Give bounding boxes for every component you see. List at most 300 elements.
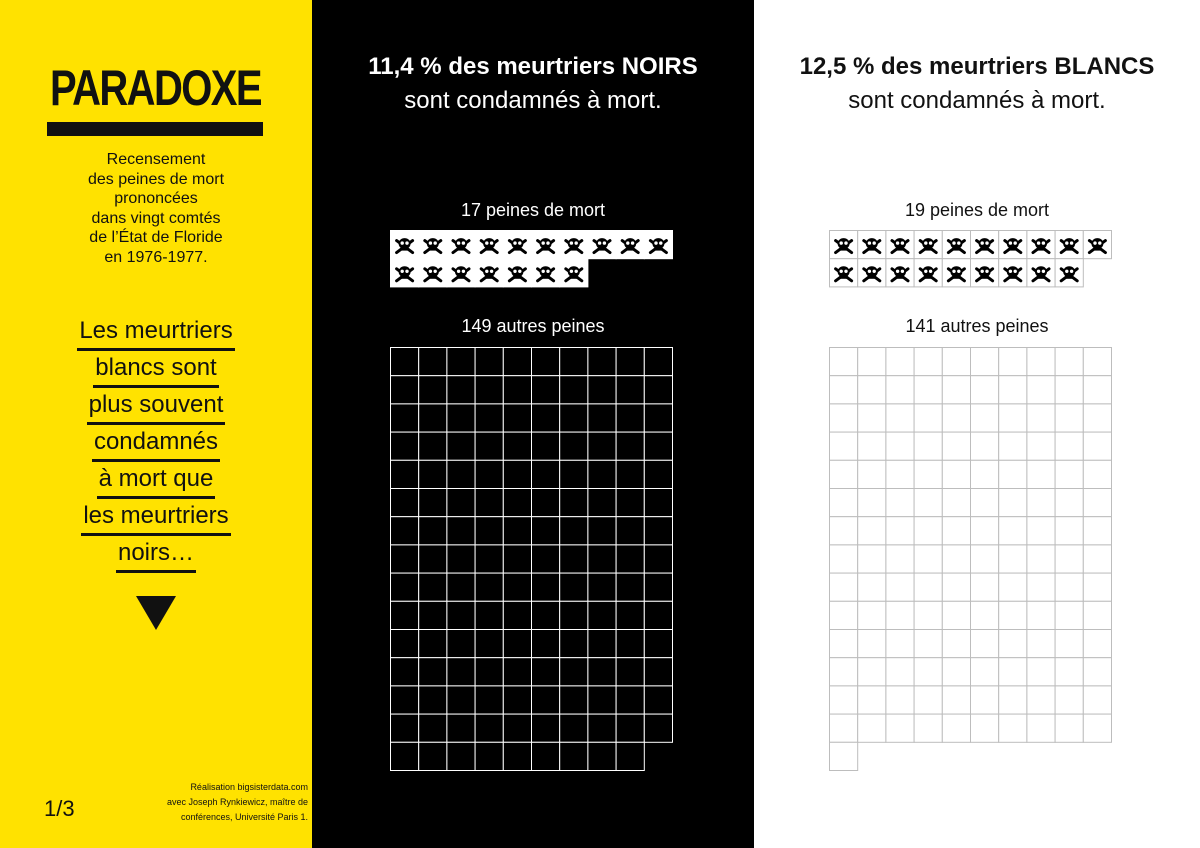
other-sentence-cell xyxy=(999,630,1027,658)
other-sentence-cell xyxy=(1027,489,1055,517)
other-sentence-cell xyxy=(830,601,858,629)
other-sentence-cell xyxy=(503,348,531,376)
other-sentence-cell xyxy=(942,601,970,629)
other-sentence-cell xyxy=(942,517,970,545)
other-sentence-cell xyxy=(942,376,970,404)
other-sentence-cell xyxy=(616,601,644,629)
other-sentence-cell xyxy=(971,545,999,573)
other-sentence-cell xyxy=(942,348,970,376)
other-sentence-cell xyxy=(830,404,858,432)
other-sentence-cell xyxy=(503,714,531,742)
other-sentence-cell xyxy=(475,686,503,714)
black-other-waffle xyxy=(390,347,675,777)
other-sentence-cell xyxy=(532,460,560,488)
other-sentence-cell xyxy=(532,432,560,460)
other-sentence-cell xyxy=(644,517,672,545)
other-sentence-cell xyxy=(971,517,999,545)
other-sentence-cell xyxy=(532,545,560,573)
other-sentence-cell xyxy=(886,573,914,601)
other-sentence-cell xyxy=(560,517,588,545)
other-sentence-cell xyxy=(532,742,560,770)
other-sentence-cell xyxy=(588,742,616,770)
other-sentence-cell xyxy=(999,601,1027,629)
other-sentence-cell xyxy=(644,601,672,629)
other-sentence-cell xyxy=(1027,714,1055,742)
other-sentence-cell xyxy=(999,348,1027,376)
other-sentence-cell xyxy=(419,658,447,686)
other-sentence-cell xyxy=(1055,517,1083,545)
subtitle-line: des peines de mort xyxy=(87,170,225,188)
other-sentence-cell xyxy=(886,376,914,404)
subtitle-line: Recensement xyxy=(106,151,206,168)
claim-text xyxy=(0,312,312,571)
other-sentence-cell xyxy=(391,517,419,545)
other-sentence-cell xyxy=(914,545,942,573)
other-sentence-cell xyxy=(644,658,672,686)
other-sentence-cell xyxy=(1055,489,1083,517)
other-sentence-cell xyxy=(419,348,447,376)
other-sentence-cell xyxy=(942,658,970,686)
credit-line: avec Joseph Rynkiewicz, maître de xyxy=(166,797,308,807)
other-sentence-cell xyxy=(1055,376,1083,404)
other-sentence-cell xyxy=(1055,432,1083,460)
other-sentence-cell xyxy=(1055,460,1083,488)
down-triangle-icon xyxy=(136,596,176,630)
other-sentence-cell xyxy=(560,489,588,517)
other-sentence-cell xyxy=(588,630,616,658)
other-sentence-cell xyxy=(942,714,970,742)
other-sentence-cell xyxy=(1083,460,1111,488)
other-sentence-cell xyxy=(391,376,419,404)
other-sentence-cell xyxy=(447,686,475,714)
other-sentence-cell xyxy=(532,489,560,517)
other-sentence-cell xyxy=(503,460,531,488)
other-sentence-cell xyxy=(1083,686,1111,714)
other-sentence-cell xyxy=(419,573,447,601)
other-sentence-cell xyxy=(914,573,942,601)
other-sentence-cell xyxy=(391,742,419,770)
other-sentence-cell xyxy=(999,404,1027,432)
other-sentence-cell xyxy=(475,630,503,658)
other-sentence-cell xyxy=(503,545,531,573)
other-sentence-cell xyxy=(914,348,942,376)
other-sentence-cell xyxy=(914,601,942,629)
other-sentence-cell xyxy=(503,630,531,658)
other-sentence-cell xyxy=(830,686,858,714)
other-sentence-cell xyxy=(475,517,503,545)
other-sentence-cell xyxy=(616,489,644,517)
other-sentence-cell xyxy=(914,404,942,432)
other-sentence-cell xyxy=(503,404,531,432)
other-sentence-cell xyxy=(971,489,999,517)
other-sentence-cell xyxy=(419,376,447,404)
other-sentence-cell xyxy=(419,714,447,742)
subtitle-line: prononcées xyxy=(114,190,198,207)
other-sentence-cell xyxy=(616,630,644,658)
black-other-label: 149 autres peines xyxy=(461,316,605,336)
other-sentence-cell xyxy=(616,686,644,714)
page-number: 1/3 xyxy=(44,796,75,821)
page-title: PARADOXE xyxy=(50,60,261,116)
other-sentence-cell xyxy=(616,460,644,488)
other-sentence-cell xyxy=(644,432,672,460)
other-sentence-cell xyxy=(419,404,447,432)
other-sentence-cell xyxy=(588,714,616,742)
other-sentence-cell xyxy=(1083,573,1111,601)
other-sentence-cell xyxy=(419,601,447,629)
other-sentence-cell xyxy=(391,348,419,376)
other-sentence-cell xyxy=(391,714,419,742)
other-sentence-cell xyxy=(971,432,999,460)
other-sentence-cell xyxy=(391,686,419,714)
other-sentence-cell xyxy=(391,404,419,432)
other-sentence-cell xyxy=(532,348,560,376)
other-sentence-cell xyxy=(971,460,999,488)
other-sentence-cell xyxy=(475,714,503,742)
other-sentence-cell xyxy=(1027,545,1055,573)
other-sentence-cell xyxy=(560,742,588,770)
other-sentence-cell xyxy=(886,404,914,432)
other-sentence-cell xyxy=(644,489,672,517)
other-sentence-cell xyxy=(914,517,942,545)
other-sentence-cell xyxy=(858,460,886,488)
other-sentence-cell xyxy=(999,545,1027,573)
other-sentence-cell xyxy=(475,601,503,629)
other-sentence-cell xyxy=(971,630,999,658)
other-sentence-cell xyxy=(475,376,503,404)
other-sentence-cell xyxy=(616,742,644,770)
other-sentence-cell xyxy=(858,489,886,517)
other-sentence-cell xyxy=(999,573,1027,601)
other-sentence-cell xyxy=(942,573,970,601)
other-sentence-cell xyxy=(1083,432,1111,460)
other-sentence-cell xyxy=(999,686,1027,714)
black-headline-strong: 11,4 % des meurtriers NOIRS xyxy=(368,53,698,80)
other-sentence-cell xyxy=(475,489,503,517)
other-sentence-cell xyxy=(886,432,914,460)
other-sentence-cell xyxy=(858,432,886,460)
white-murderers-panel xyxy=(754,0,1200,848)
other-sentence-cell xyxy=(391,601,419,629)
other-sentence-cell xyxy=(447,432,475,460)
white-death-label: 19 peines de mort xyxy=(904,200,1050,220)
other-sentence-cell xyxy=(1055,545,1083,573)
other-sentence-cell xyxy=(971,714,999,742)
other-sentence-cell xyxy=(858,630,886,658)
other-sentence-cell xyxy=(1083,404,1111,432)
other-sentence-cell xyxy=(1027,432,1055,460)
white-other-waffle xyxy=(829,347,1114,777)
other-sentence-cell xyxy=(447,517,475,545)
other-sentence-cell xyxy=(830,545,858,573)
other-sentence-cell xyxy=(914,489,942,517)
other-sentence-cell xyxy=(644,376,672,404)
other-sentence-cell xyxy=(616,517,644,545)
other-sentence-cell xyxy=(419,742,447,770)
other-sentence-cell xyxy=(999,460,1027,488)
claim-line: blancs sont xyxy=(93,354,218,388)
other-sentence-cell xyxy=(391,489,419,517)
other-sentence-cell xyxy=(475,348,503,376)
other-sentence-cell xyxy=(475,460,503,488)
other-sentence-cell xyxy=(886,601,914,629)
other-sentence-cell xyxy=(830,348,858,376)
other-sentence-cell xyxy=(1055,573,1083,601)
other-sentence-cell xyxy=(475,742,503,770)
other-sentence-cell xyxy=(1083,545,1111,573)
other-sentence-cell xyxy=(560,573,588,601)
other-sentence-cell xyxy=(886,714,914,742)
other-sentence-cell xyxy=(886,686,914,714)
other-sentence-cell xyxy=(971,601,999,629)
other-sentence-cell xyxy=(588,686,616,714)
sidebar-panel xyxy=(0,0,312,848)
other-sentence-cell xyxy=(858,376,886,404)
other-sentence-cell xyxy=(447,658,475,686)
other-sentence-cell xyxy=(616,658,644,686)
claim-line: les meurtriers xyxy=(81,502,230,536)
claim-line: plus souvent xyxy=(87,391,226,425)
other-sentence-cell xyxy=(588,432,616,460)
other-sentence-cell xyxy=(942,686,970,714)
other-sentence-cell xyxy=(447,573,475,601)
other-sentence-cell xyxy=(560,658,588,686)
other-sentence-cell xyxy=(858,658,886,686)
black-death-label: 17 peines de mort xyxy=(460,200,606,220)
other-sentence-cell xyxy=(447,601,475,629)
other-sentence-cell xyxy=(971,573,999,601)
subtitle-line: de l’État de Floride xyxy=(89,229,223,246)
other-sentence-cell xyxy=(1027,658,1055,686)
black-headline xyxy=(312,50,754,118)
other-sentence-cell xyxy=(532,630,560,658)
other-sentence-cell xyxy=(644,714,672,742)
other-sentence-cell xyxy=(560,545,588,573)
black-headline-normal: sont condamnés à mort. xyxy=(404,87,662,114)
other-sentence-cell xyxy=(1055,630,1083,658)
other-sentence-cell xyxy=(588,517,616,545)
other-sentence-cell xyxy=(588,376,616,404)
other-sentence-cell xyxy=(503,601,531,629)
other-sentence-cell xyxy=(830,489,858,517)
other-sentence-cell xyxy=(532,658,560,686)
other-sentence-cell xyxy=(391,630,419,658)
other-sentence-cell xyxy=(532,686,560,714)
other-sentence-cell xyxy=(419,460,447,488)
other-sentence-cell xyxy=(971,348,999,376)
other-sentence-cell xyxy=(447,460,475,488)
white-headline xyxy=(754,50,1200,118)
other-sentence-cell xyxy=(588,460,616,488)
other-sentence-cell xyxy=(1083,630,1111,658)
other-sentence-cell xyxy=(1083,517,1111,545)
other-sentence-cell xyxy=(1083,601,1111,629)
other-sentence-cell xyxy=(858,686,886,714)
other-sentence-cell xyxy=(588,404,616,432)
other-sentence-cell xyxy=(588,489,616,517)
title-underline-bar xyxy=(47,122,263,136)
other-sentence-cell xyxy=(475,432,503,460)
white-other-label: 141 autres peines xyxy=(905,316,1049,336)
other-sentence-cell xyxy=(532,714,560,742)
other-sentence-cell xyxy=(830,432,858,460)
other-sentence-cell xyxy=(1027,348,1055,376)
other-sentence-cell xyxy=(886,489,914,517)
other-sentence-cell xyxy=(886,460,914,488)
credit-line: conférences, Université Paris 1. xyxy=(180,812,308,822)
other-sentence-cell xyxy=(914,686,942,714)
other-sentence-cell xyxy=(419,432,447,460)
other-sentence-cell xyxy=(391,460,419,488)
other-sentence-cell xyxy=(644,460,672,488)
other-sentence-cell xyxy=(1083,658,1111,686)
other-sentence-cell xyxy=(644,545,672,573)
other-sentence-cell xyxy=(616,573,644,601)
other-sentence-cell xyxy=(560,460,588,488)
other-sentence-cell xyxy=(1027,376,1055,404)
other-sentence-cell xyxy=(886,517,914,545)
other-sentence-cell xyxy=(830,658,858,686)
other-sentence-cell xyxy=(830,376,858,404)
other-sentence-cell xyxy=(391,658,419,686)
claim-line: à mort que xyxy=(97,465,216,499)
other-sentence-cell xyxy=(616,376,644,404)
other-sentence-cell xyxy=(588,658,616,686)
other-sentence-cell xyxy=(616,714,644,742)
other-sentence-cell xyxy=(1027,601,1055,629)
other-sentence-cell xyxy=(830,714,858,742)
other-sentence-cell xyxy=(971,658,999,686)
other-sentence-cell xyxy=(475,658,503,686)
other-sentence-cell xyxy=(532,601,560,629)
other-sentence-cell xyxy=(560,376,588,404)
other-sentence-cell xyxy=(942,460,970,488)
other-sentence-cell xyxy=(560,714,588,742)
other-sentence-cell xyxy=(858,573,886,601)
other-sentence-cell xyxy=(942,489,970,517)
other-sentence-cell xyxy=(560,686,588,714)
other-sentence-cell xyxy=(503,573,531,601)
other-sentence-cell xyxy=(560,432,588,460)
other-sentence-cell xyxy=(1055,348,1083,376)
other-sentence-cell xyxy=(503,658,531,686)
other-sentence-cell xyxy=(447,630,475,658)
other-sentence-cell xyxy=(616,432,644,460)
other-sentence-cell xyxy=(503,686,531,714)
other-sentence-cell xyxy=(644,573,672,601)
other-sentence-cell xyxy=(858,348,886,376)
other-sentence-cell xyxy=(391,573,419,601)
subtitle-line: dans vingt comtés xyxy=(91,209,221,227)
other-sentence-cell xyxy=(971,404,999,432)
other-sentence-cell xyxy=(588,545,616,573)
other-sentence-cell xyxy=(503,489,531,517)
other-sentence-cell xyxy=(447,404,475,432)
other-sentence-cell xyxy=(830,573,858,601)
other-sentence-cell xyxy=(942,404,970,432)
other-sentence-cell xyxy=(858,545,886,573)
white-death-waffle xyxy=(829,230,1114,290)
other-sentence-cell xyxy=(588,573,616,601)
other-sentence-cell xyxy=(447,376,475,404)
other-sentence-cell xyxy=(616,348,644,376)
other-sentence-cell xyxy=(999,517,1027,545)
other-sentence-cell xyxy=(858,517,886,545)
other-sentence-cell xyxy=(1027,686,1055,714)
other-sentence-cell xyxy=(532,376,560,404)
other-sentence-cell xyxy=(447,489,475,517)
other-sentence-cell xyxy=(644,630,672,658)
other-sentence-cell xyxy=(971,376,999,404)
other-sentence-cell xyxy=(942,545,970,573)
other-sentence-cell xyxy=(644,348,672,376)
other-sentence-cell xyxy=(942,630,970,658)
other-sentence-cell xyxy=(532,573,560,601)
other-sentence-cell xyxy=(830,460,858,488)
other-sentence-cell xyxy=(886,348,914,376)
other-sentence-cell xyxy=(475,404,503,432)
other-sentence-cell xyxy=(616,404,644,432)
other-sentence-cell xyxy=(942,432,970,460)
other-sentence-cell xyxy=(858,601,886,629)
other-sentence-cell xyxy=(644,686,672,714)
other-sentence-cell xyxy=(1027,630,1055,658)
other-sentence-cell xyxy=(447,742,475,770)
credit-line: Réalisation bigsisterdata.com xyxy=(190,782,308,792)
other-sentence-cell xyxy=(1055,658,1083,686)
other-sentence-cell xyxy=(1055,686,1083,714)
other-sentence-cell xyxy=(1027,460,1055,488)
other-sentence-cell xyxy=(999,658,1027,686)
other-sentence-cell xyxy=(999,714,1027,742)
claim-line: noirs… xyxy=(116,539,196,573)
other-sentence-cell xyxy=(503,517,531,545)
other-sentence-cell xyxy=(391,432,419,460)
other-sentence-cell xyxy=(914,630,942,658)
other-sentence-cell xyxy=(644,404,672,432)
other-sentence-cell xyxy=(475,573,503,601)
other-sentence-cell xyxy=(886,658,914,686)
other-sentence-cell xyxy=(560,601,588,629)
other-sentence-cell xyxy=(886,630,914,658)
other-sentence-cell xyxy=(616,545,644,573)
other-sentence-cell xyxy=(1055,601,1083,629)
subtitle-line: en 1976-1977. xyxy=(104,248,208,266)
other-sentence-cell xyxy=(971,686,999,714)
claim-line: Les meurtriers xyxy=(77,317,234,351)
other-sentence-cell xyxy=(560,348,588,376)
white-headline-normal: sont condamnés à mort. xyxy=(848,87,1106,114)
other-sentence-cell xyxy=(560,404,588,432)
other-sentence-cell xyxy=(391,545,419,573)
other-sentence-cell xyxy=(858,714,886,742)
other-sentence-cell xyxy=(914,376,942,404)
other-sentence-cell xyxy=(1027,573,1055,601)
other-sentence-cell xyxy=(588,348,616,376)
other-sentence-cell xyxy=(419,517,447,545)
credits xyxy=(118,780,308,825)
other-sentence-cell xyxy=(830,630,858,658)
other-sentence-cell xyxy=(503,742,531,770)
other-sentence-cell xyxy=(914,460,942,488)
other-sentence-cell xyxy=(1083,376,1111,404)
other-sentence-cell xyxy=(447,714,475,742)
other-sentence-cell xyxy=(830,742,858,770)
subtitle xyxy=(40,150,272,267)
other-sentence-cell xyxy=(560,630,588,658)
other-sentence-cell xyxy=(419,489,447,517)
other-sentence-cell xyxy=(475,545,503,573)
